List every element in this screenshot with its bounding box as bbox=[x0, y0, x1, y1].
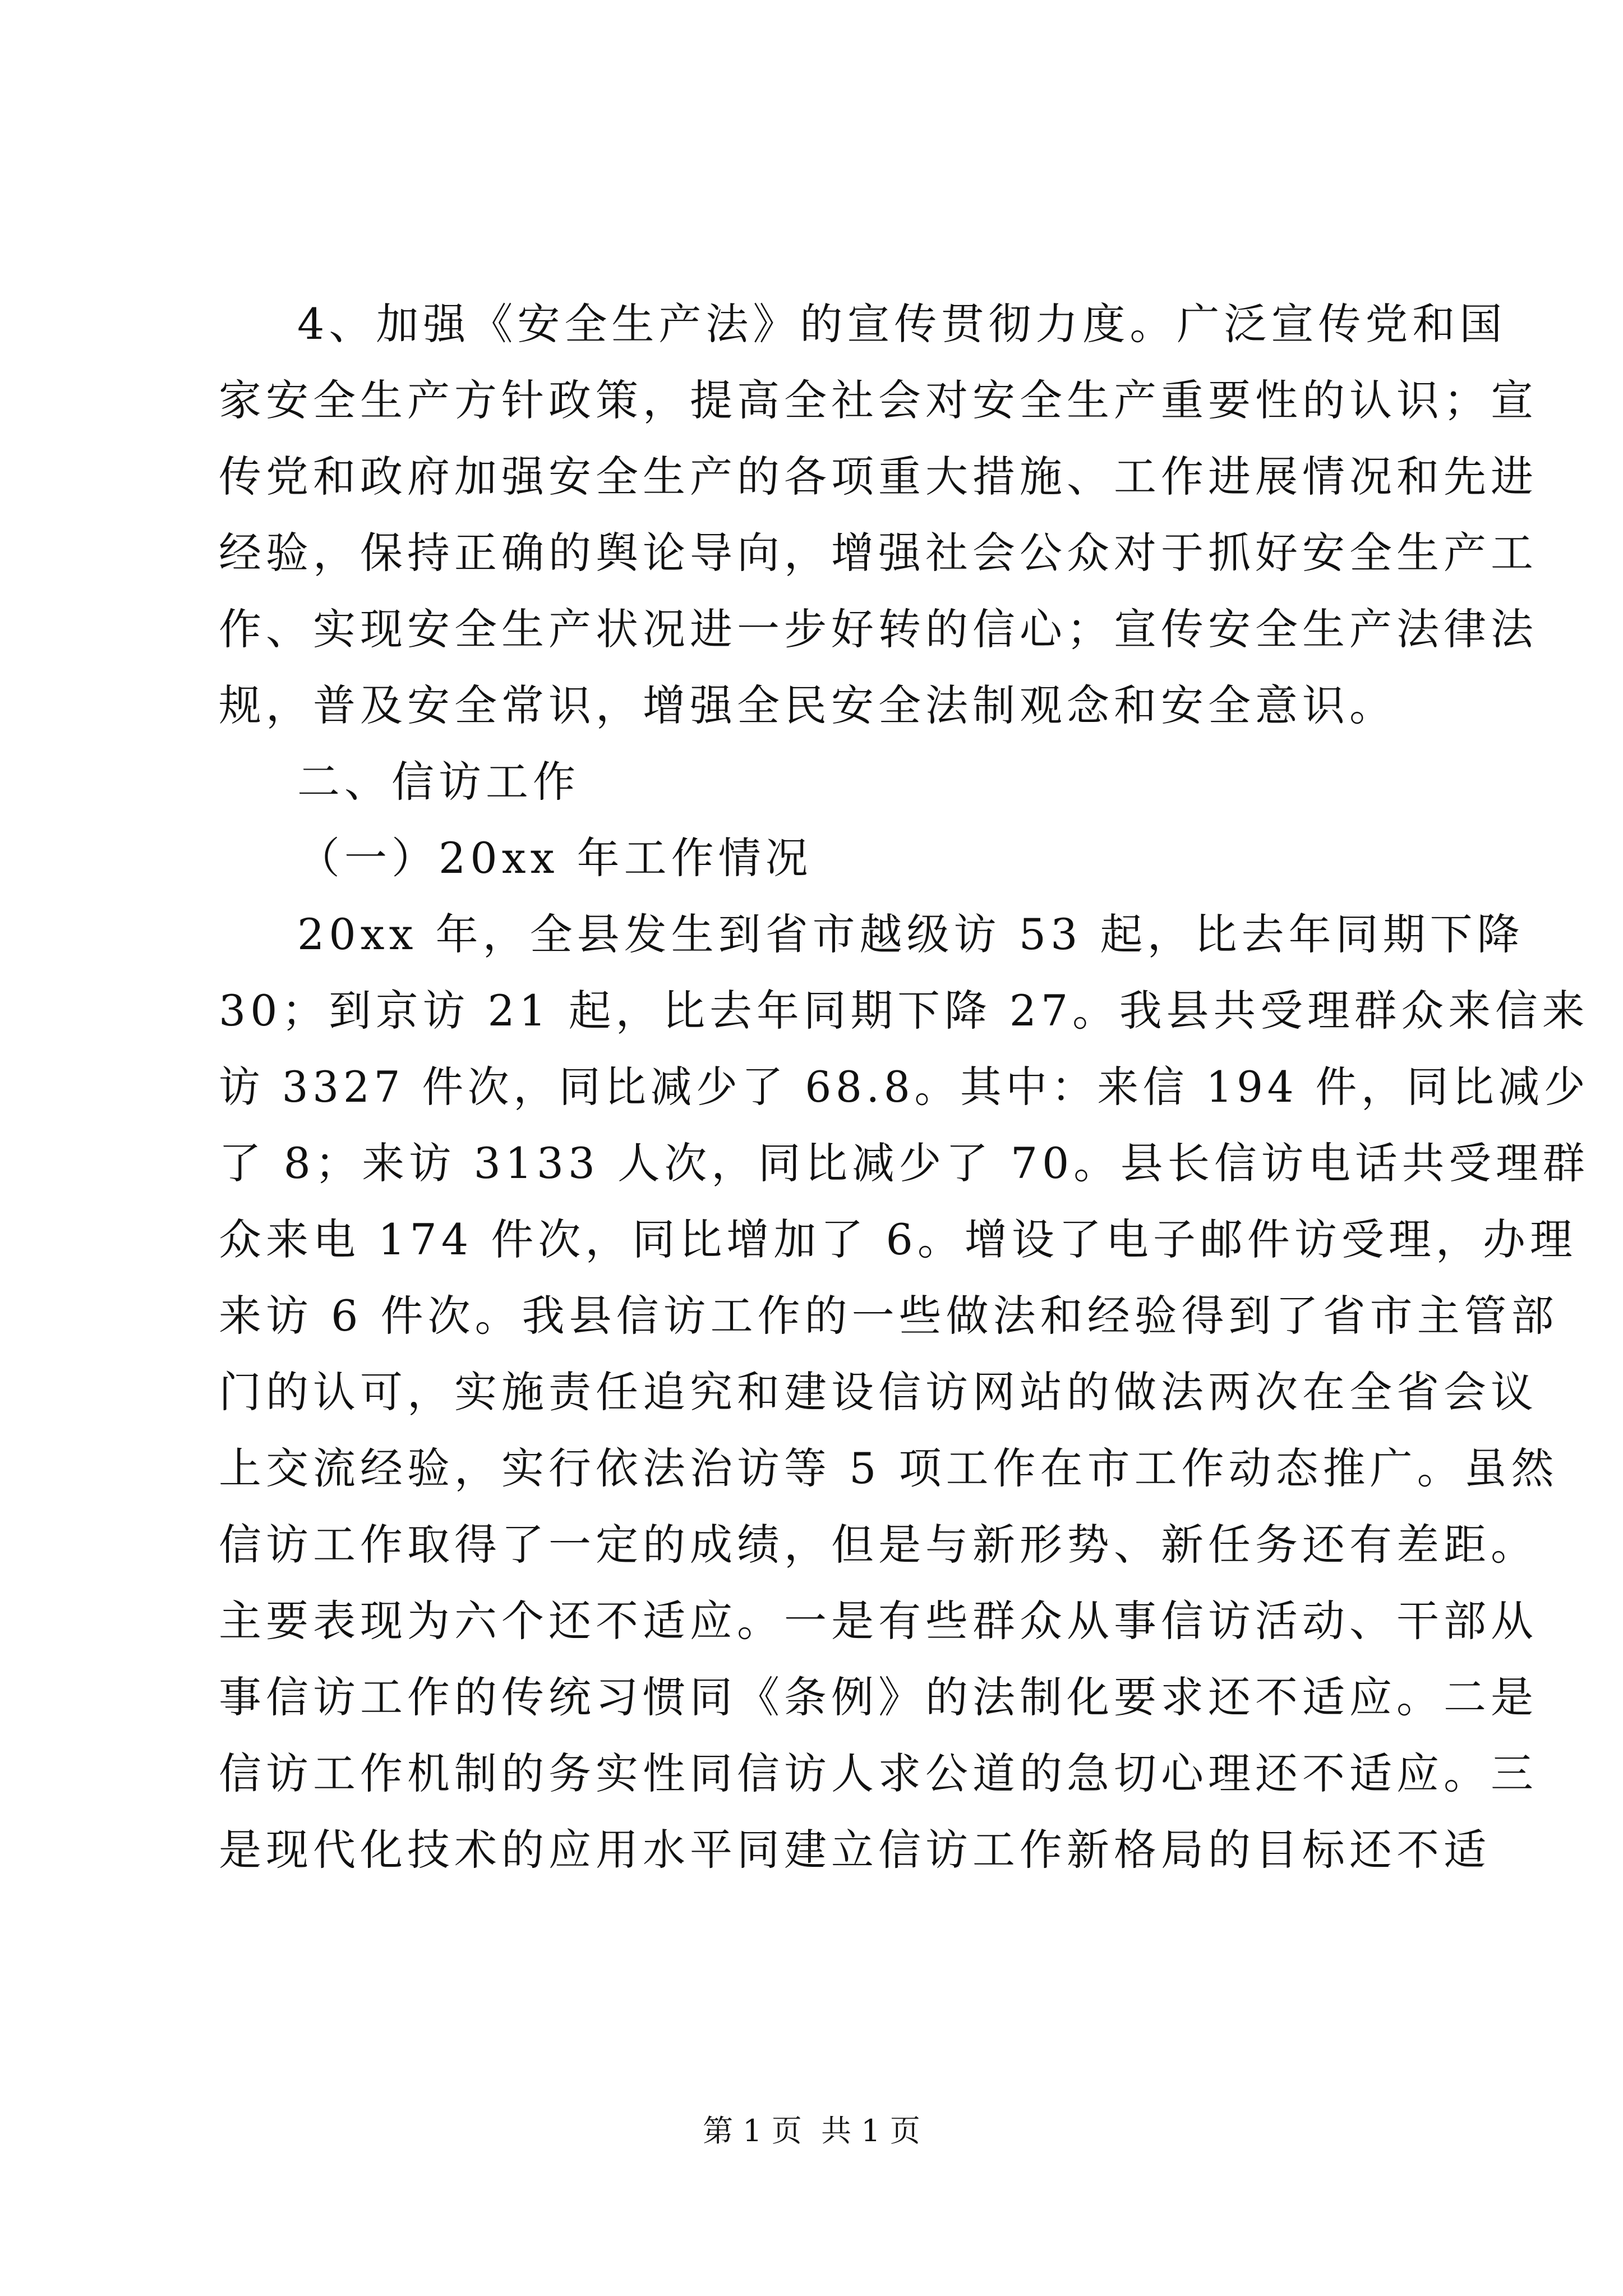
section-heading: 二、信访工作 bbox=[297, 757, 580, 807]
paragraph-line: 作、实现安全生产状况进一步好转的信心；宣传安全生产法律法 bbox=[219, 604, 1538, 654]
paragraph-line: 信访工作取得了一定的成绩，但是与新形势、新任务还有差距。 bbox=[219, 1520, 1538, 1570]
paragraph-line: 门的认可，实施责任追究和建设信访网站的做法两次在全省会议 bbox=[219, 1367, 1538, 1417]
paragraph-line: 家安全生产方针政策，提高全社会对安全生产重要性的认识；宣 bbox=[219, 375, 1538, 425]
paragraph-line: 上交流经验，实行依法治访等 5 项工作在市工作动态推广。虽然 bbox=[219, 1443, 1559, 1493]
paragraph-line: 4、加强《安全生产法》的宣传贯彻力度。广泛宣传党和国 bbox=[297, 299, 1507, 349]
paragraph-line: 规，普及安全常识，增强全民安全法制观念和安全意识。 bbox=[219, 680, 1396, 730]
paragraph-line: 事信访工作的传统习惯同《条例》的法制化要求还不适应。二是 bbox=[219, 1672, 1538, 1722]
paragraph-line: 了 8；来访 3133 人次，同比减少了 70。县长信访电话共受理群 bbox=[219, 1138, 1590, 1188]
paragraph-line: 经验，保持正确的舆论导向，增强社会公众对于抓好安全生产工 bbox=[219, 528, 1538, 578]
page-footer: 第 1 页 共 1 页 bbox=[703, 2113, 920, 2148]
paragraph-line: 众来电 174 件次，同比增加了 6。增设了电子邮件访受理，办理 bbox=[219, 1214, 1577, 1264]
paragraph-line: 20xx 年，全县发生到省市越级访 53 起，比去年同期下降 bbox=[297, 909, 1524, 959]
paragraph-line: 信访工作机制的务实性同信访人求公道的急切心理还不适应。三 bbox=[219, 1749, 1538, 1798]
paragraph-line: 访 3327 件次，同比减少了 68.8。其中：来信 194 件，同比减少 bbox=[219, 1062, 1590, 1112]
paragraph-line: 是现代化技术的应用水平同建立信访工作新格局的目标还不适 bbox=[219, 1825, 1491, 1875]
subsection-heading: （一）20xx 年工作情况 bbox=[297, 833, 813, 883]
paragraph-line: 主要表现为六个还不适应。一是有些群众从事信访活动、干部从 bbox=[219, 1596, 1538, 1646]
paragraph-line: 30；到京访 21 起，比去年同期下降 27。我县共受理群众来信来 bbox=[219, 986, 1589, 1036]
paragraph-line: 传党和政府加强安全生产的各项重大措施、工作进展情况和先进 bbox=[219, 452, 1538, 501]
paragraph-line: 来访 6 件次。我县信访工作的一些做法和经验得到了省市主管部 bbox=[219, 1291, 1559, 1341]
